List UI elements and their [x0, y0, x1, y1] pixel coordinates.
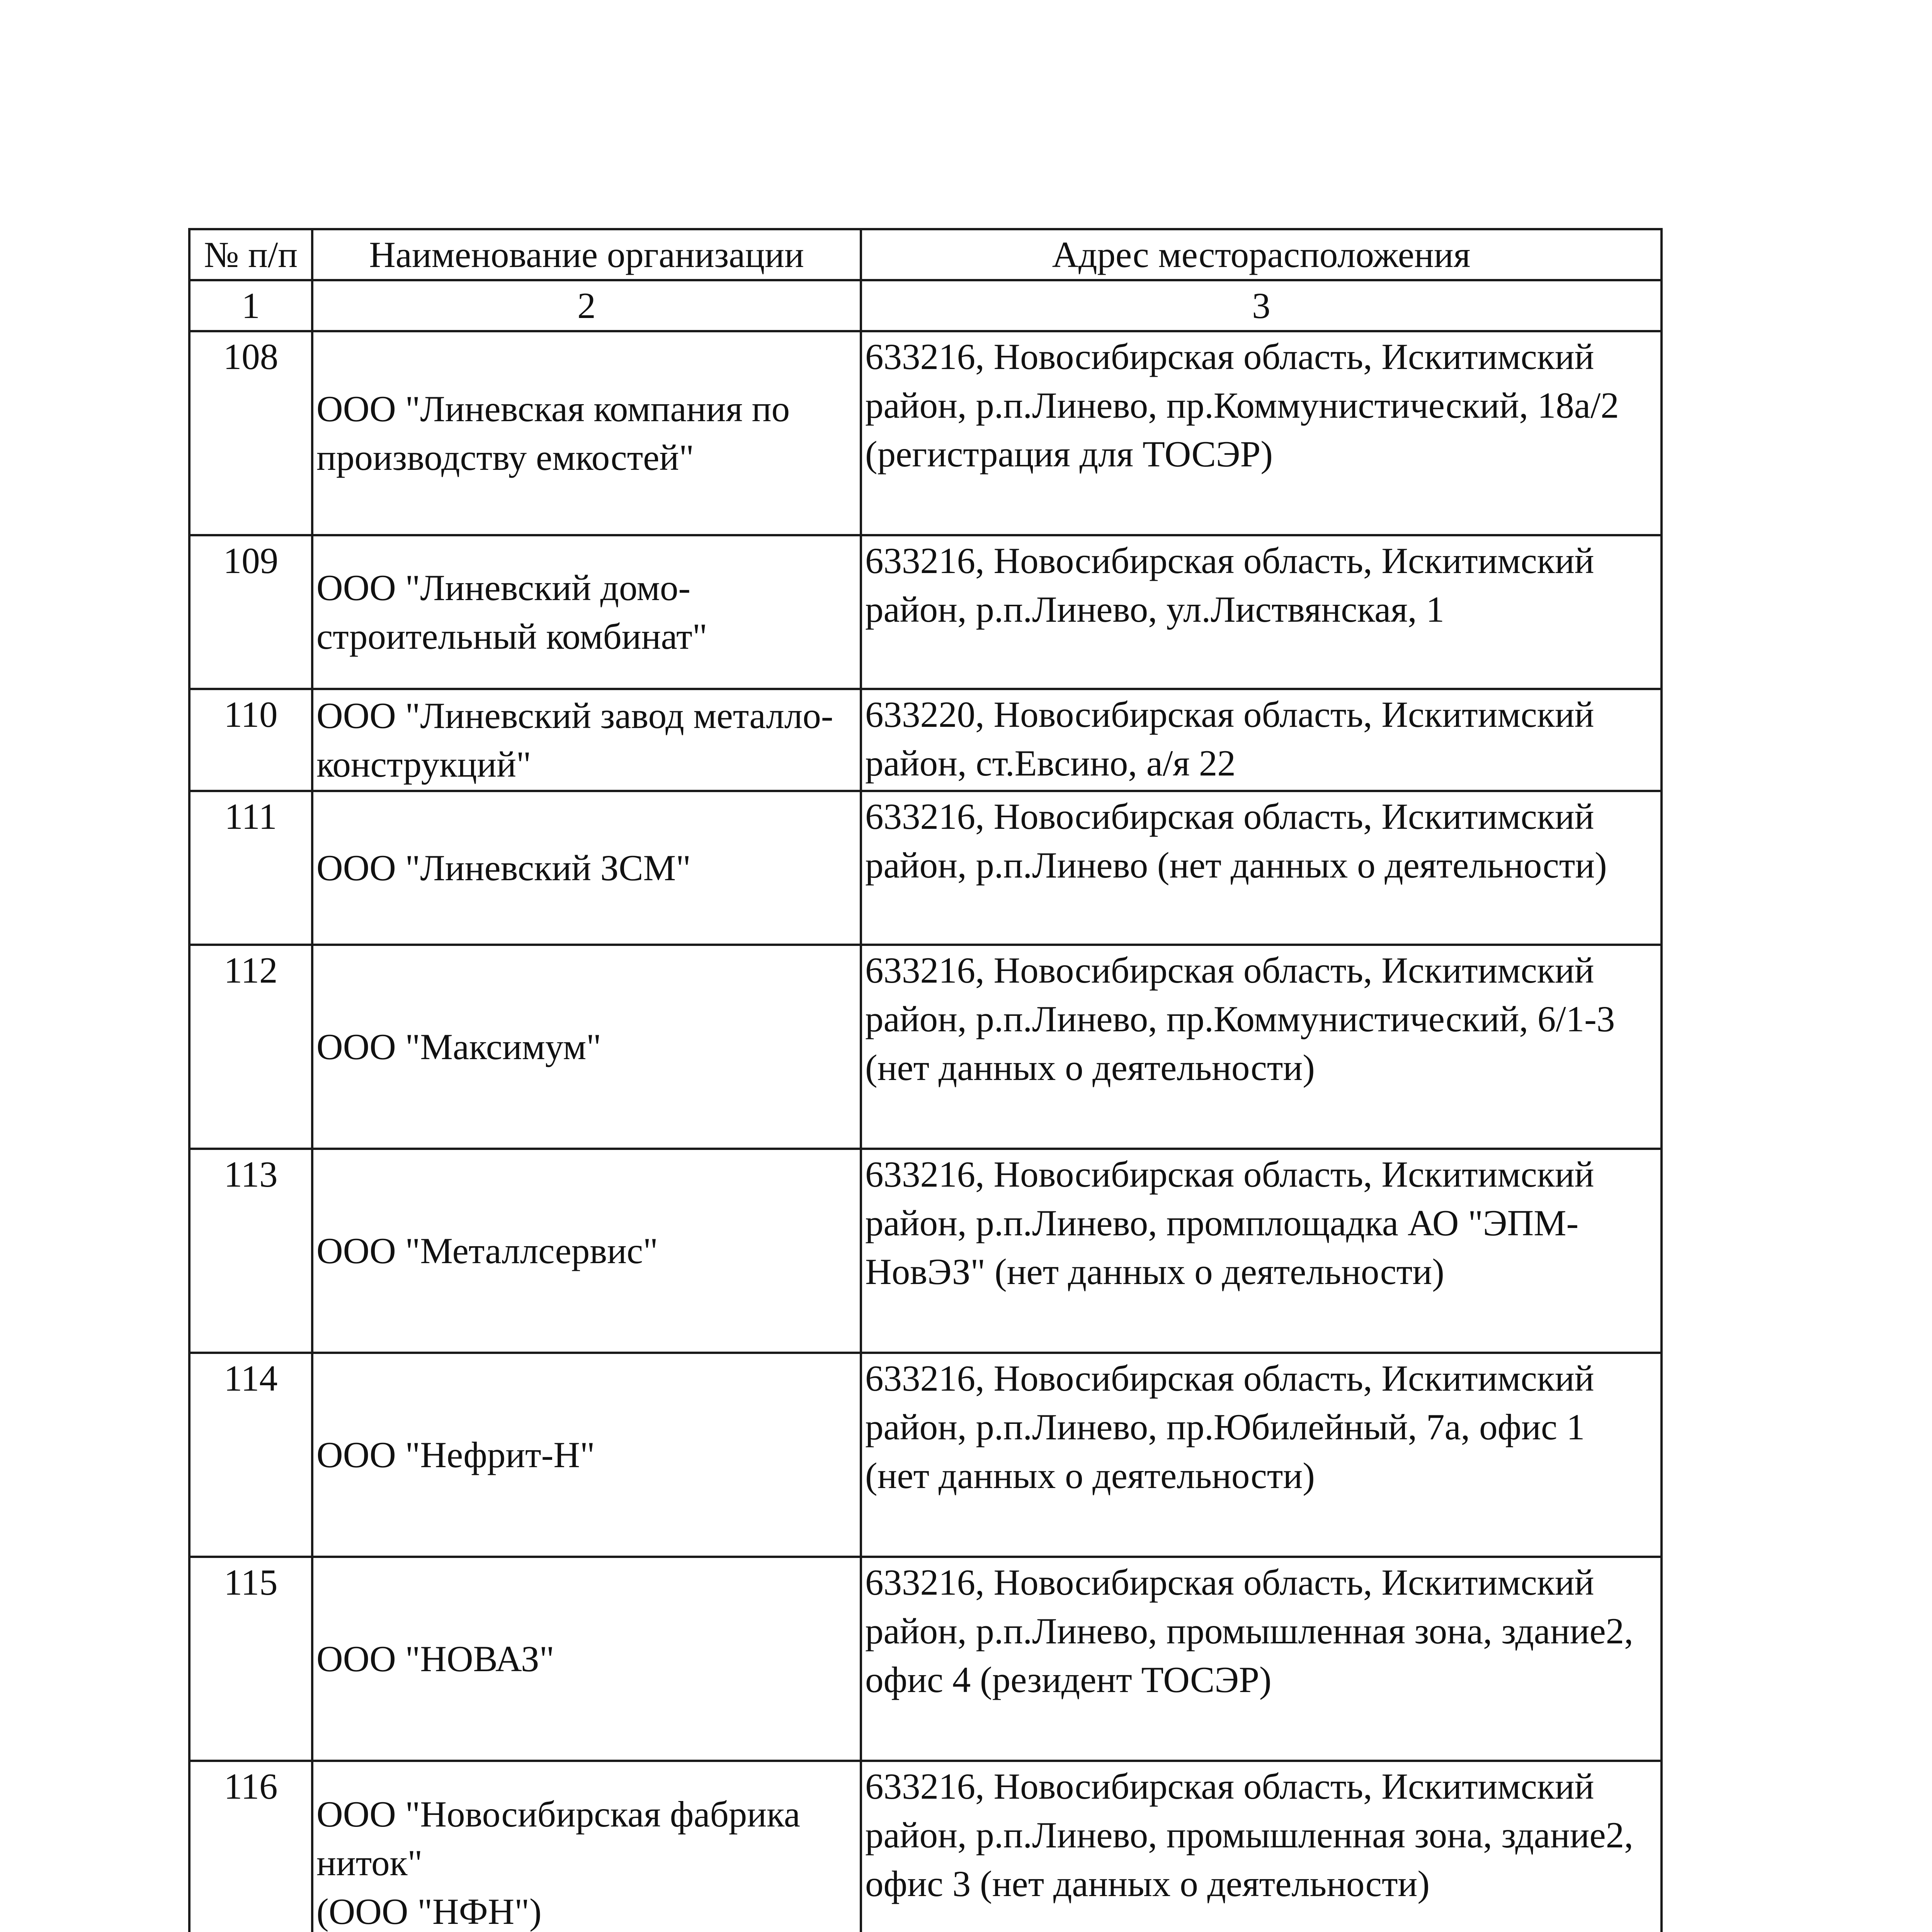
column-number-3: 3	[861, 280, 1662, 331]
row-number: 114	[189, 1353, 312, 1557]
column-number-2: 2	[312, 280, 861, 331]
organization-name: ООО "НОВАЗ"	[312, 1557, 861, 1761]
table-row	[189, 1761, 1662, 1932]
row-number: 116	[189, 1761, 312, 1932]
table-row	[189, 331, 1662, 535]
row-number: 108	[189, 331, 312, 535]
row-number: 111	[189, 791, 312, 945]
table-row	[189, 535, 1662, 689]
organization-name: ООО "Металлсервис"	[312, 1149, 861, 1353]
organization-name: ООО "Линевский домо-строительный комбинат"	[312, 535, 861, 689]
header-number: № п/п	[189, 229, 312, 280]
organization-name: ООО "Нефрит-Н"	[312, 1353, 861, 1557]
header-address: Адрес месторасположения	[861, 229, 1662, 280]
organizations-table	[188, 228, 1663, 1932]
table-header-row	[189, 229, 1662, 280]
table-row	[189, 1149, 1662, 1353]
row-number: 109	[189, 535, 312, 689]
column-number-1: 1	[189, 280, 312, 331]
organization-name: ООО "Линевский завод металло-конструкций"	[312, 689, 861, 791]
table-row	[189, 1353, 1662, 1557]
organization-address: 633216, Новосибирская область, Искитимский район, р.п.Линево, пр.Коммунистический, 6/1-3 (нет данных о деятельности)	[861, 945, 1662, 1149]
organization-address: 633216, Новосибирская область, Искитимский район, р.п.Линево, промплощадка АО "ЭПМ-НовЭЗ" (нет данных о деятельности)	[861, 1149, 1662, 1353]
row-number: 112	[189, 945, 312, 1149]
table-row	[189, 945, 1662, 1149]
organization-address: 633220, Новосибирская область, Искитимский район, ст.Евсино, а/я 22	[861, 689, 1662, 791]
organization-address: 633216, Новосибирская область, Искитимский район, р.п.Линево (нет данных о деятельности)	[861, 791, 1662, 945]
organization-address: 633216, Новосибирская область, Искитимский район, р.п.Линево, пр.Юбилейный, 7а, офис 1 (нет данных о деятельности)	[861, 1353, 1662, 1557]
organization-name: ООО "Линевский ЗСМ"	[312, 791, 861, 945]
organization-name: ООО "Новосибирская фабрика ниток" (ООО "НФН")	[312, 1761, 861, 1932]
row-number: 113	[189, 1149, 312, 1353]
row-number: 115	[189, 1557, 312, 1761]
organization-address: 633216, Новосибирская область, Искитимский район, р.п.Линево, промышленная зона, здание2, офис 4 (резидент ТОСЭР)	[861, 1557, 1662, 1761]
header-organization-name: Наименование организации	[312, 229, 861, 280]
organization-address: 633216, Новосибирская область, Искитимский район, р.п.Линево, пр.Коммунистический, 18а/2 (регистрация для ТОСЭР)	[861, 331, 1662, 535]
table-row	[189, 791, 1662, 945]
organization-address: 633216, Новосибирская область, Искитимский район, р.п.Линево, ул.Листвянская, 1	[861, 535, 1662, 689]
table-row	[189, 689, 1662, 791]
row-number: 110	[189, 689, 312, 791]
organization-name: ООО "Максимум"	[312, 945, 861, 1149]
table-row	[189, 1557, 1662, 1761]
organization-name: ООО "Линевская компания по производству емкостей"	[312, 331, 861, 535]
organization-address: 633216, Новосибирская область, Искитимский район, р.п.Линево, промышленная зона, здание2, офис 3 (нет данных о деятельности)	[861, 1761, 1662, 1932]
column-number-row	[189, 280, 1662, 331]
